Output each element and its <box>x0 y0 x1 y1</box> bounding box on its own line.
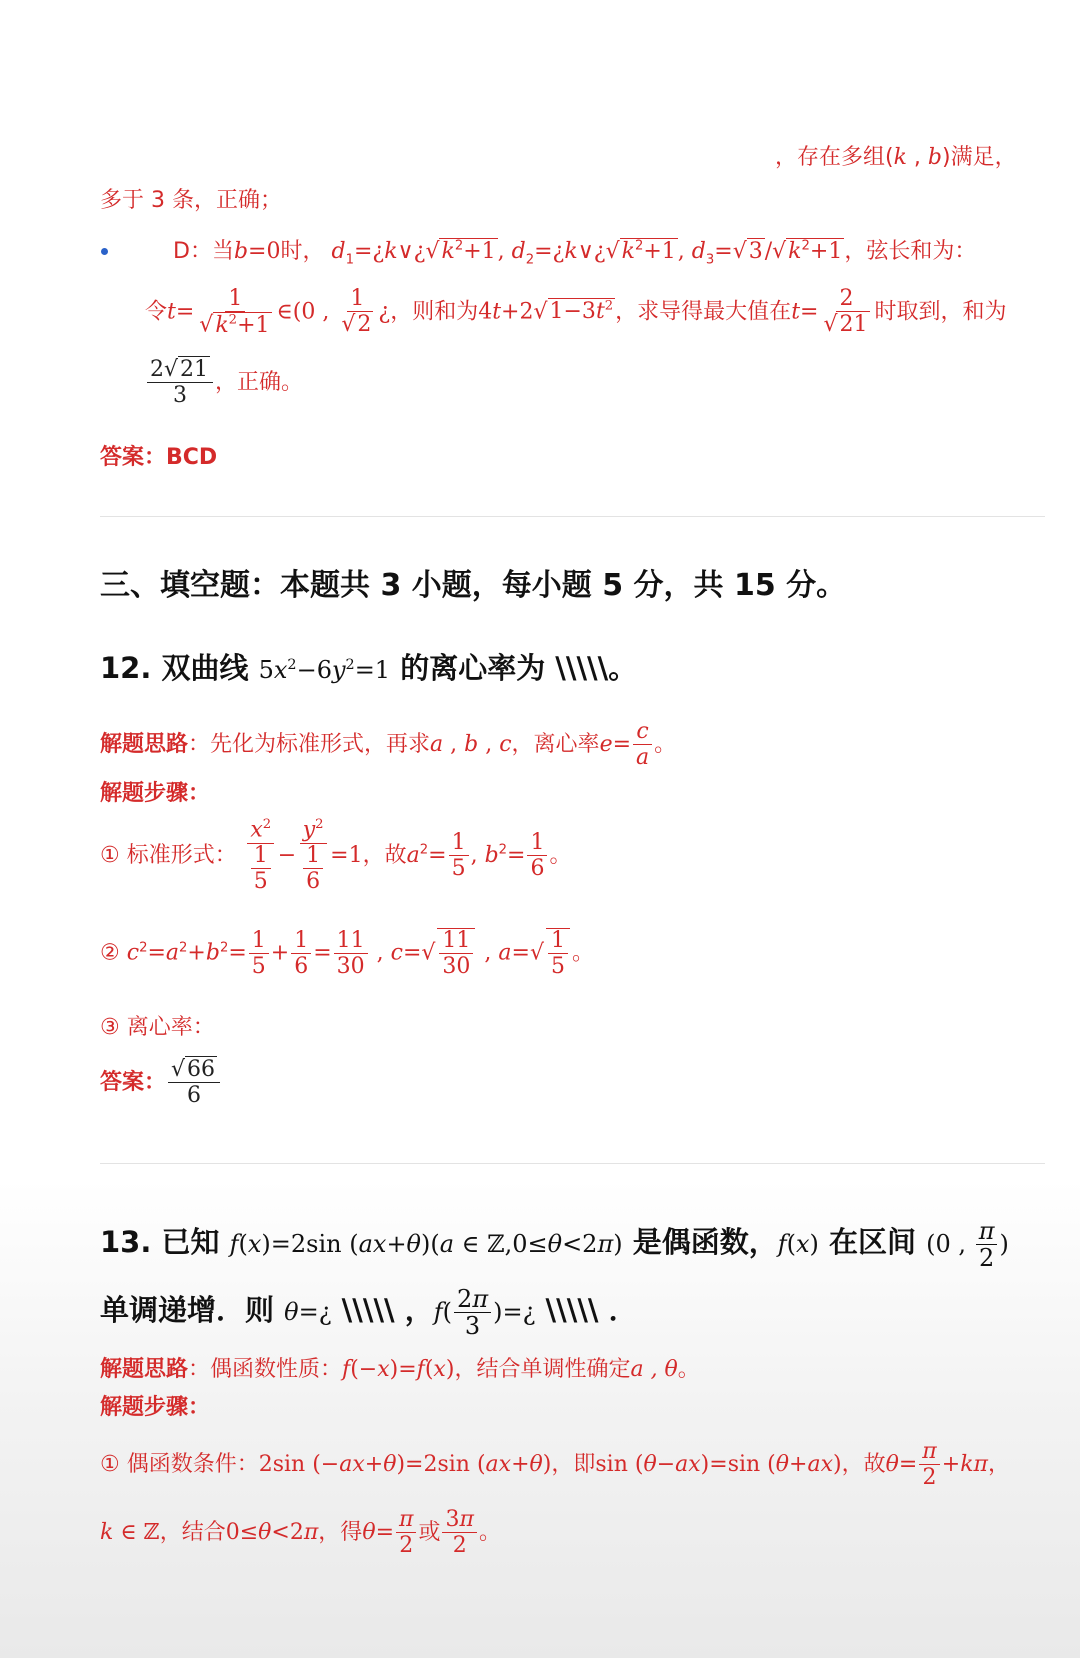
divider <box>100 1163 1045 1164</box>
divider <box>100 516 1045 517</box>
prev-line2: 多于 3 条，正确； <box>100 188 282 213</box>
q13-stem-line1: 13. 已知 f(x)=2sin (ax+θ)(a ∈ ℤ,0≤θ<2π) 是偶函数，f(x) 在区间 (0 , $\frac{\pi}{2}$ ) <box>100 1217 1009 1273</box>
q12-steps-label: 解题步骤： <box>100 781 211 806</box>
q13-blank-1: \\\\\ <box>341 1292 395 1327</box>
q12-step3: ③ 离心率： <box>100 1015 215 1040</box>
q12-stem: 12. 双曲线 $5x^2-6y^2=1$ 的离心率为 \\\\\。 <box>100 651 638 685</box>
prev-answer: 答案：BCD <box>100 445 218 470</box>
q13-blank-2: \\\\\ <box>545 1292 599 1327</box>
q13-step1: ① 偶函数条件：2sin (−ax+θ)=2sin (ax+θ)，即sin (θ−ax)=sin (θ+ax)，故θ= $\frac{\pi}{2}$ +kπ， <box>100 1439 1010 1491</box>
q12-step1: ① 标准形式： $\frac{x^2}{\frac{1}{5}}$ − $\frac{y^2}{\frac{1}{6}}$ =1，故$a^2=$ $\frac{1}{5}$ , $b^2=$ $\frac{1}{6}$ 。 <box>100 817 572 894</box>
bullet-dot <box>101 248 108 255</box>
prev-let-line: 令t= $\frac{1}{√k^2+1}$ ∈(0 , $\frac{1}{√2}$ ¿，则和为$4t+2√1-3t^2$，求导得最大值在t= $\frac{2}{√21}$ 时取到，和为 <box>145 286 1007 338</box>
q13-idea: 解题思路：偶函数性质：f(−x)=f(x)，结合单调性确定a , θ。 <box>100 1357 700 1382</box>
section-title: 三、填空题：本题共 3 小题，每小题 5 分，共 15 分。 <box>100 568 847 603</box>
q13-stem-line2: 单调递增．则 θ=¿ \\\\\ ，f( $\frac{2\pi}{3}$ )=¿ \\\\\ ． <box>100 1285 638 1341</box>
prev-line1: ，存在多组(k , b)满足， <box>775 145 1017 170</box>
prev-option-d: D：当b=0时， $d_1=¿k\vee¿√k^2+1$, $d_2=¿k\vee¿√k^2+1$, $d_3=√3/√k^2+1$，弦长和为： <box>173 238 977 268</box>
q12-step2: ② $c^2=a^2+b^2=$ $\frac{1}{5}$ + $\frac{1}{6}$ = $\frac{11}{30}$ , c=√ $\frac{11}{30}$ , a=√ $\frac{1}{5}$ 。 <box>100 927 594 980</box>
q12-idea: 解题思路：先化为标准形式，再求a , b , c，离心率e= $\frac{c}{a}$ 。 <box>100 719 677 771</box>
q12-answer: 答案： $\frac{√66}{6}$ <box>100 1058 222 1108</box>
prev-result-line: $\frac{2√21}{3}$ ，正确。 <box>145 358 303 408</box>
q13-steps-label: 解题步骤： <box>100 1395 211 1420</box>
q13-step1b: k ∈ ℤ，结合0≤θ<2π，得θ= $\frac{\pi}{2}$ 或 $\frac{3\pi}{2}$ 。 <box>100 1507 501 1559</box>
